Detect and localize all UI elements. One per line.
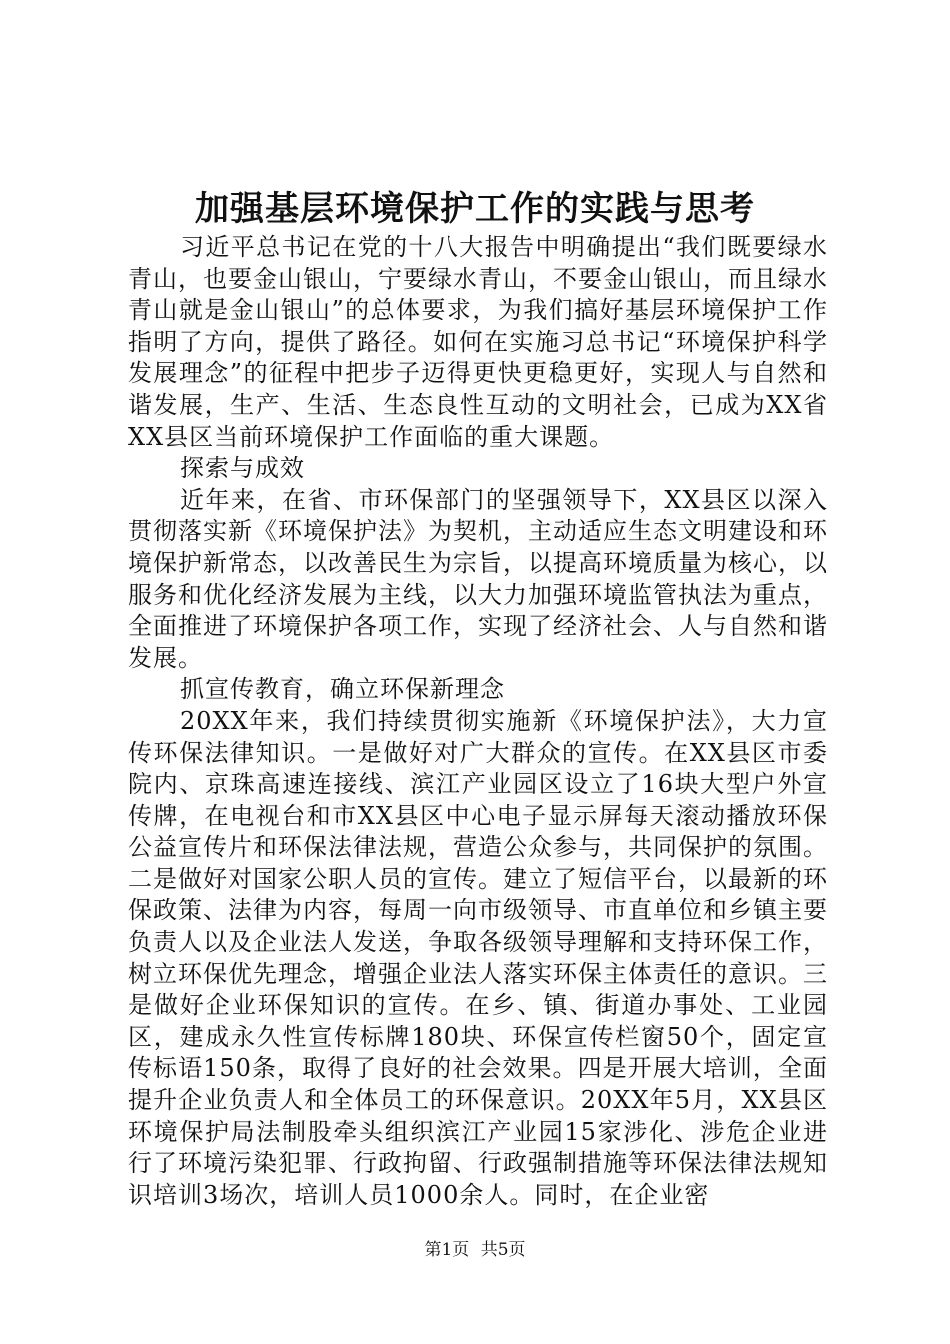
page-total: 共5页	[480, 1240, 526, 1260]
document-title: 加强基层环境保护工作的实践与思考	[195, 189, 755, 229]
document-body	[128, 232, 828, 1211]
exploration-paragraph: 近年来，在省、市环保部门的坚强领导下，XX县区以深入贯彻落实新《环境保护法》为契机，主动适应生态文明建设和环境保护新常态，以改善民生为宗旨，以提高环境质量为核心，以服务和优化经济发展为主线，以大力加强环境监管执法为重点，全面推进了环境保护各项工作，实现了经济社会、人与自然和谐发展。	[128, 485, 828, 672]
publicity-paragraph: 20XX年来，我们持续贯彻实施新《环境保护法》，大力宣传环保法律知识。一是做好对广大群众的宣传。在XX县区市委院内、京珠高速连接线、滨江产业园区设立了16块大型户外宣传牌，在电视台和市XX县区中心电子显示屏每天滚动播放环保公益宣传片和环保法律法规，营造公众参与，共同保护的氛围。二是做好对国家公职人员的宣传。建立了短信平台，以最新的环保政策、法律为内容，每周一向市级领导、市直单位和乡镇主要负责人以及企业法人发送，争取各级领导理解和支持环保工作，树立环保优先理念，增强企业法人落实环保主体责任的意识。三是做好企业环保知识的宣传。在乡、镇、街道办事处、工业园区，建成永久性宣传标牌180块、环保宣传栏窗50个，固定宣传标语150条，取得了良好的社会效果。四是开展大培训，全面提升企业负责人和全体员工的环保意识。20XX年5月，XX县区环境保护局法制股牵头组织滨江产业园15家涉化、涉危企业进行了环境污染犯罪、行政拘留、行政强制措施等环保法律法规知识培训3场次，培训人员1000余人。同时，在企业密	[128, 706, 828, 1209]
intro-paragraph: 习近平总书记在党的十八大报告中明确提出“我们既要绿水青山，也要金山银山，宁要绿水青山，不要金山银山，而且绿水青山就是金山银山”的总体要求，为我们搞好基层环境保护工作指明了方向，提供了路径。如何在实施习总书记“环境保护科学发展理念”的征程中把步子迈得更快更稳更好，实现人与自然和谐发展，生产、生活、生态良性互动的文明社会，已成为XX省XX县区当前环境保护工作面临的重大课题。	[128, 233, 828, 451]
section-heading-publicity: 抓宣传教育，确立环保新理念	[180, 675, 505, 704]
page-footer	[0, 1238, 950, 1262]
section-heading-exploration: 探索与成效	[180, 454, 305, 483]
page-number: 第1页	[424, 1240, 470, 1260]
